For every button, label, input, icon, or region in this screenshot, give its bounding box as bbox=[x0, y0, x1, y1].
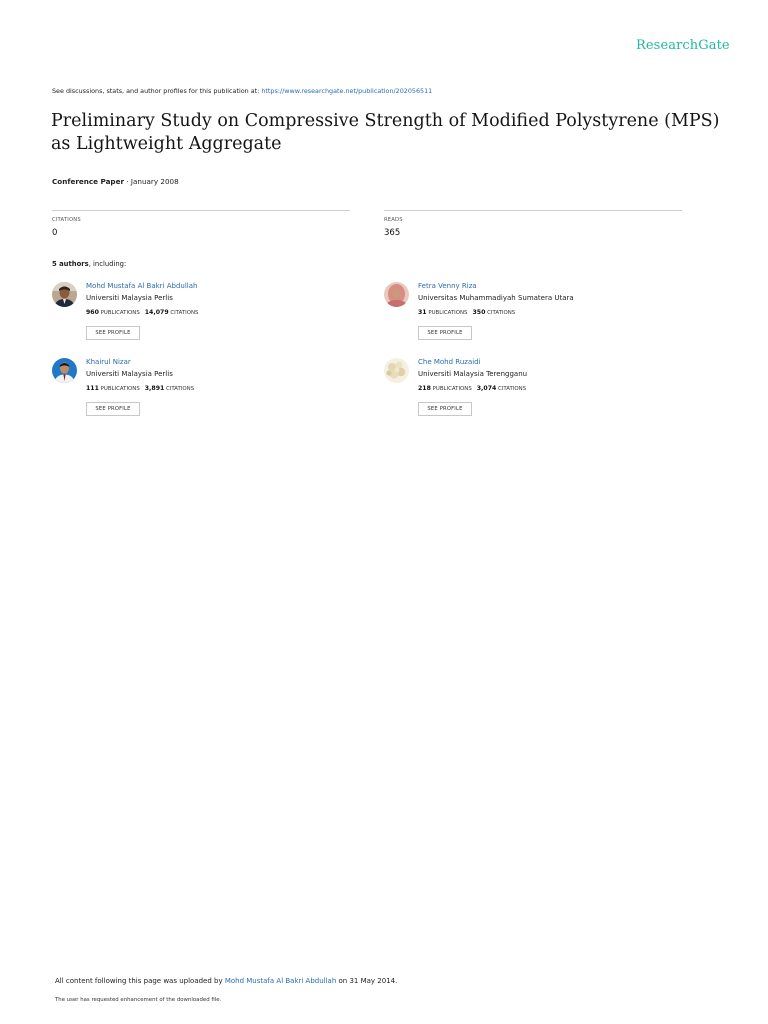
reads-divider bbox=[384, 210, 682, 211]
see-profile-button[interactable]: SEE PROFILE bbox=[86, 402, 140, 416]
author-stats bbox=[86, 385, 194, 392]
researchgate-logo[interactable]: ResearchGate bbox=[636, 38, 730, 53]
citations-divider bbox=[52, 210, 350, 211]
author-card bbox=[384, 358, 684, 428]
publication-meta bbox=[52, 177, 179, 186]
intro-text: See discussions, stats, and author profiles for this publication at: bbox=[52, 87, 262, 95]
author-card bbox=[52, 358, 352, 428]
publications-count: 31 bbox=[418, 309, 427, 316]
reads-label: READS bbox=[384, 217, 403, 223]
reads-value: 365 bbox=[384, 228, 401, 238]
author-affiliation: Universitas Muhammadiyah Sumatera Utara bbox=[418, 294, 574, 302]
intro-line bbox=[52, 87, 432, 95]
publications-label: PUBLICATIONS bbox=[428, 310, 468, 316]
author-affiliation: Universiti Malaysia Perlis bbox=[86, 294, 173, 302]
authors-heading bbox=[52, 260, 126, 268]
uploader-link[interactable]: Mohd Mustafa Al Bakri Abdullah bbox=[224, 977, 337, 985]
meta-separator: · bbox=[124, 177, 131, 186]
author-avatar[interactable] bbox=[384, 282, 409, 307]
citations-value: 0 bbox=[52, 228, 58, 238]
author-photo-icon bbox=[52, 282, 77, 307]
citations-count: 350 bbox=[472, 309, 486, 316]
author-name[interactable]: Fetra Venny Riza bbox=[418, 282, 477, 290]
see-profile-button[interactable]: SEE PROFILE bbox=[86, 326, 140, 340]
citations-label: CITATIONS bbox=[487, 310, 516, 316]
author-name[interactable]: Che Mohd Ruzaidi bbox=[418, 358, 481, 366]
publications-count: 960 bbox=[86, 309, 99, 316]
citations-count: 3,074 bbox=[476, 385, 497, 392]
see-profile-button[interactable]: SEE PROFILE bbox=[418, 402, 472, 416]
author-stats bbox=[418, 309, 515, 316]
author-stats bbox=[86, 309, 198, 316]
author-affiliation: Universiti Malaysia Terengganu bbox=[418, 370, 528, 378]
publications-count: 111 bbox=[86, 385, 99, 392]
authors-count: 5 authors bbox=[52, 260, 89, 268]
upload-notice bbox=[55, 977, 397, 985]
author-photo-icon bbox=[384, 358, 409, 383]
author-affiliation: Universiti Malaysia Perlis bbox=[86, 370, 173, 378]
publications-label: PUBLICATIONS bbox=[432, 386, 472, 392]
citations-count: 3,891 bbox=[144, 385, 165, 392]
citations-label: CITATIONS bbox=[166, 386, 195, 392]
author-name[interactable]: Mohd Mustafa Al Bakri Abdullah bbox=[86, 282, 198, 290]
publications-label: PUBLICATIONS bbox=[100, 310, 140, 316]
author-avatar[interactable] bbox=[52, 358, 77, 383]
citations-count: 14,079 bbox=[144, 309, 169, 316]
upload-suffix: on 31 May 2014. bbox=[336, 977, 398, 985]
publication-type: Conference Paper bbox=[52, 177, 124, 186]
citations-label: CITATIONS bbox=[170, 310, 199, 316]
publication-date: January 2008 bbox=[130, 177, 179, 186]
enhancement-note: The user has requested enhancement of the downloaded file. bbox=[55, 997, 222, 1003]
publication-link[interactable]: https://www.researchgate.net/publication/202056511 bbox=[261, 87, 433, 95]
author-photo-icon bbox=[384, 282, 409, 307]
author-avatar[interactable] bbox=[384, 358, 409, 383]
citations-label: CITATIONS bbox=[52, 217, 81, 223]
publications-count: 218 bbox=[418, 385, 431, 392]
author-name[interactable]: Khairul Nizar bbox=[86, 358, 131, 366]
see-profile-button[interactable]: SEE PROFILE bbox=[418, 326, 472, 340]
citations-label: CITATIONS bbox=[498, 386, 527, 392]
publication-title: Preliminary Study on Compressive Strength of Modified Polystyrene (MPS) as Lightweight Aggregate bbox=[51, 111, 720, 154]
upload-prefix: All content following this page was uploaded by bbox=[55, 977, 225, 985]
authors-heading-suffix: , including: bbox=[88, 260, 127, 268]
author-stats bbox=[418, 385, 526, 392]
author-card bbox=[52, 282, 352, 352]
author-avatar[interactable] bbox=[52, 282, 77, 307]
publications-label: PUBLICATIONS bbox=[100, 386, 140, 392]
author-card bbox=[384, 282, 684, 352]
author-photo-icon bbox=[52, 358, 77, 383]
